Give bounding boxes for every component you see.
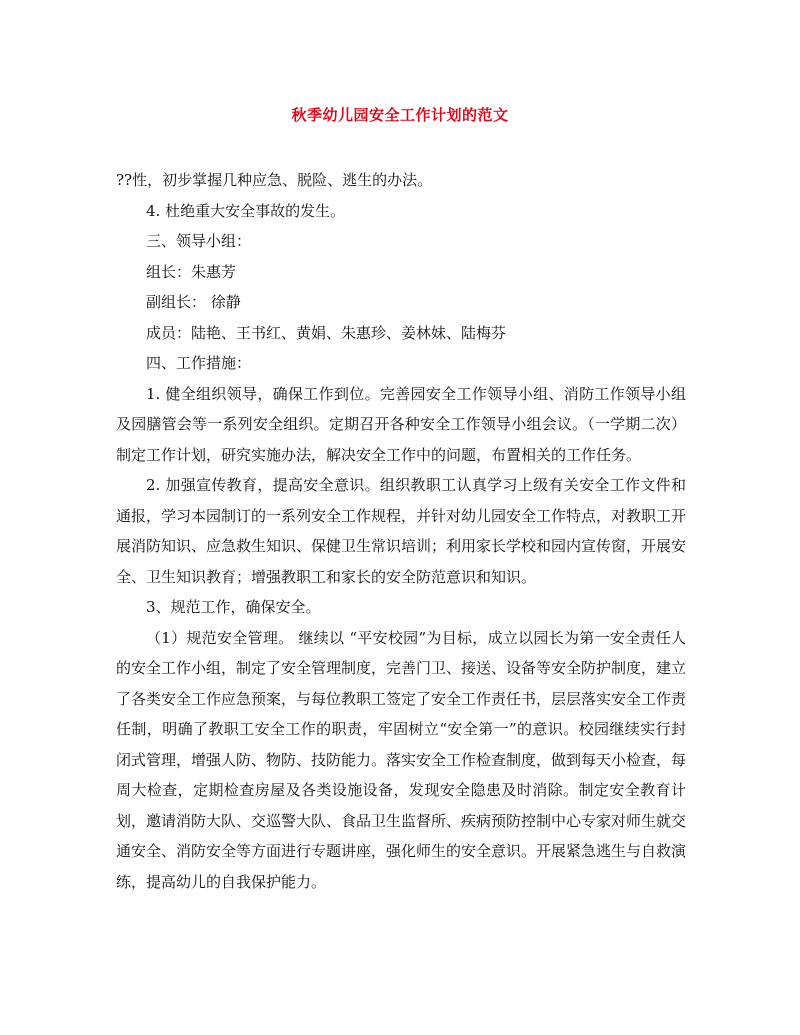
document-body [116,165,686,897]
paragraph-goal-4: 4. 杜绝重大安全事故的发生。 [146,201,346,220]
paragraph-measure-2: 2. 加强宣传教育，提高安全意识。组织教职工认真学习上级有关安全工作文件和通报，学习本园制订的一系列安全工作规程，并针对幼儿园安全工作特点，对教职工开展消防知识、应急救生知识、保健卫生常识培训；利用家长学校和园内宣传窗，开展安全、卫生知识教育；增强教职工和家长的安全防范意识和知识。 [116,476,687,586]
document-title: 秋季幼儿园安全工作计划的范文 [291,106,509,124]
paragraph-measure-3: 3、规范工作，确保安全。 [146,598,321,616]
paragraph-measure-1: 1. 健全组织领导，确保工作到位。完善园安全工作领导小组、消防工作领导小组及园膳管会等一系列安全组织。定期召开各种安全工作领导小组会议。（一学期二次）制定工作计划，研究实施办法，解决安全工作中的问题，布置相关的工作任务。 [116,384,686,464]
section-heading-leadership: 三、领导小组： [146,232,252,250]
paragraph-safety-management: （1）规范安全管理。 继续以 “平安校园”为目标，成立以园长为第一安全责任人的安全工作小组，制定了安全管理制度，完善门卫、接送、设备等安全防护制度，建立了各类安全工作应急预案，与每位教职工签定了安全工作责任书，层层落实安全工作责任制，明确了教职工安全工作的职责，牢固树立“安全第一”的意识。校园继续实行封闭式管理，增强人防、物防、技防能力。落实安全工作检查制度，做到每天小检查，每周大检查，定期检查房屋及各类设施设备，发现安全隐患及时消除。制定安全教育计划，邀请消防大队、交巡警大队、食品卫生监督所、疾病预防控制中心专家对师生就交通安全、消防安全等方面进行专题讲座，强化师生的安全意识。开展紧急逃生与自救演练，提高幼儿的自我保护能力。 [116,628,687,891]
section-heading-measures: 四、工作措施： [146,354,252,372]
paragraph-continuation: ??性，初步掌握几种应急、脱险、逃生的办法。 [116,171,433,189]
paragraph-leader: 组长：朱惠芳 [146,262,237,281]
paragraph-deputy-leader: 副组长： 徐静 [146,293,241,311]
paragraph-members: 成员：陆艳、王书红、黄娟、朱惠珍、姜林妹、陆梅芬 [146,323,507,342]
